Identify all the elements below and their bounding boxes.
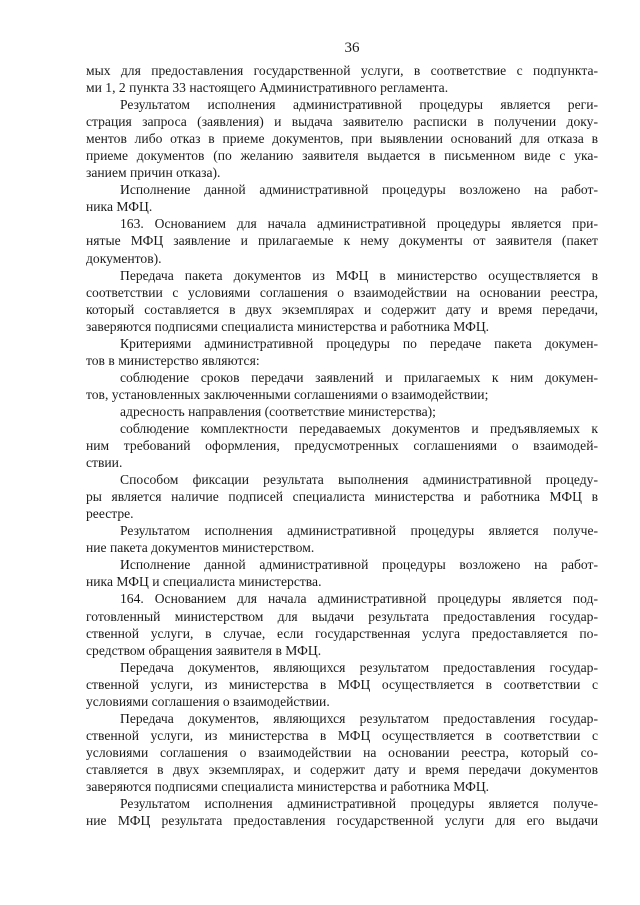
text-line: соблюдение сроков передачи заявлений и прилагаемых к ним докумен- bbox=[120, 369, 598, 385]
text-line: ние МФЦ результата предоставления государственной услуги для его выдачи bbox=[86, 813, 598, 829]
text-line: ственной услуги, в случае, если государственная услуга предоставляется по- bbox=[86, 625, 598, 641]
text-line: готовленный министерством для выдачи результата предоставления государ- bbox=[86, 608, 598, 624]
text-line: ми 1, 2 пункта 33 настоящего Административного регламента. bbox=[86, 80, 449, 96]
text-line: условиями соглашения о взаимодействии на основании реестра, который со- bbox=[86, 744, 598, 760]
page-number: 36 bbox=[344, 40, 360, 56]
text-line: 163. Основанием для начала административной процедуры является при- bbox=[120, 216, 598, 232]
text-line: средством обращения заявителя в МФЦ. bbox=[86, 642, 322, 658]
text-line: нятые МФЦ заявление и прилагаемые к нему документы от заявителя (пакет bbox=[86, 233, 598, 249]
text-line: Результатом исполнения административной процедуры является получе- bbox=[120, 523, 598, 539]
text-line: тов, установленных заключенными соглашениями о взаимодействии; bbox=[86, 386, 489, 402]
text-line: заверяются подписями специалиста министерства и работника МФЦ. bbox=[86, 318, 490, 334]
text-line: ставляется в двух экземплярах, и содержит дату и время передачи документов bbox=[86, 761, 598, 777]
text-line: адресность направления (соответствие министерства); bbox=[120, 403, 436, 419]
text-line: 164. Основанием для начала административной процедуры является под- bbox=[120, 591, 598, 607]
text-line: ствии. bbox=[86, 455, 123, 471]
text-line: ника МФЦ. bbox=[86, 199, 153, 215]
text-line: приеме документов (по желанию заявителя выдается в письменном виде с ука- bbox=[86, 148, 598, 164]
text-line: мых для предоставления государственной услуги, в соответствие с подпункта- bbox=[86, 63, 598, 78]
text-line: ры является наличие подписей специалиста министерства и работника МФЦ в bbox=[86, 489, 598, 505]
text-line: условиями соглашения о взаимодействии. bbox=[86, 693, 330, 709]
text-line: ментов либо отказ в приеме документов, при выявлении оснований для отказа в bbox=[86, 131, 598, 147]
text-line: ним требований оформления, предусмотренных соглашениями о взаимодей- bbox=[86, 438, 598, 454]
text-line: заверяются подписями специалиста министерства и работника МФЦ. bbox=[86, 778, 490, 794]
text-line: тов в министерство являются: bbox=[86, 352, 260, 368]
text-line: ние пакета документов министерством. bbox=[86, 540, 315, 556]
text-line: Способом фиксации результата выполнения административной процеду- bbox=[120, 472, 598, 488]
text-line: Исполнение данной административной процедуры возложено на работ- bbox=[120, 557, 598, 573]
text-line: ника МФЦ и специалиста министерства. bbox=[86, 574, 322, 590]
text-line: страция запроса (заявления) и выдача заявителю расписки в получении доку- bbox=[86, 114, 598, 130]
text-line: соблюдение комплектности передаваемых документов и предъявляемых к bbox=[120, 420, 598, 436]
text-line: ственной услуги, из министерства в МФЦ осуществляется в соответствии с bbox=[86, 676, 598, 692]
text-line: ственной услуги, из министерства в МФЦ осуществляется в соответствии с bbox=[86, 727, 598, 743]
text-line: Передача документов, являющихся результатом предоставления государ- bbox=[120, 710, 598, 726]
text-line: реестре. bbox=[86, 506, 134, 522]
text-line: Передача документов, являющихся результатом предоставления государ- bbox=[120, 659, 598, 675]
text-line: занием причин отказа). bbox=[86, 165, 221, 181]
text-line: Критериями административной процедуры по передаче пакета докумен- bbox=[120, 335, 598, 351]
text-line: который составляется в двух экземплярах и содержит дату и время передачи, bbox=[86, 301, 598, 317]
text-line: соответствии с условиями соглашения о взаимодействии на основании реестра, bbox=[86, 284, 598, 300]
text-line: документов). bbox=[86, 250, 162, 266]
document-body bbox=[86, 62, 598, 829]
text-line: Результатом исполнения административной процедуры является получе- bbox=[120, 796, 598, 812]
text-line: Передача пакета документов из МФЦ в министерство осуществляется в bbox=[120, 267, 598, 283]
text-line: Результатом исполнения административной процедуры является реги- bbox=[120, 97, 598, 113]
text-line: Исполнение данной административной процедуры возложено на работ- bbox=[120, 182, 598, 198]
